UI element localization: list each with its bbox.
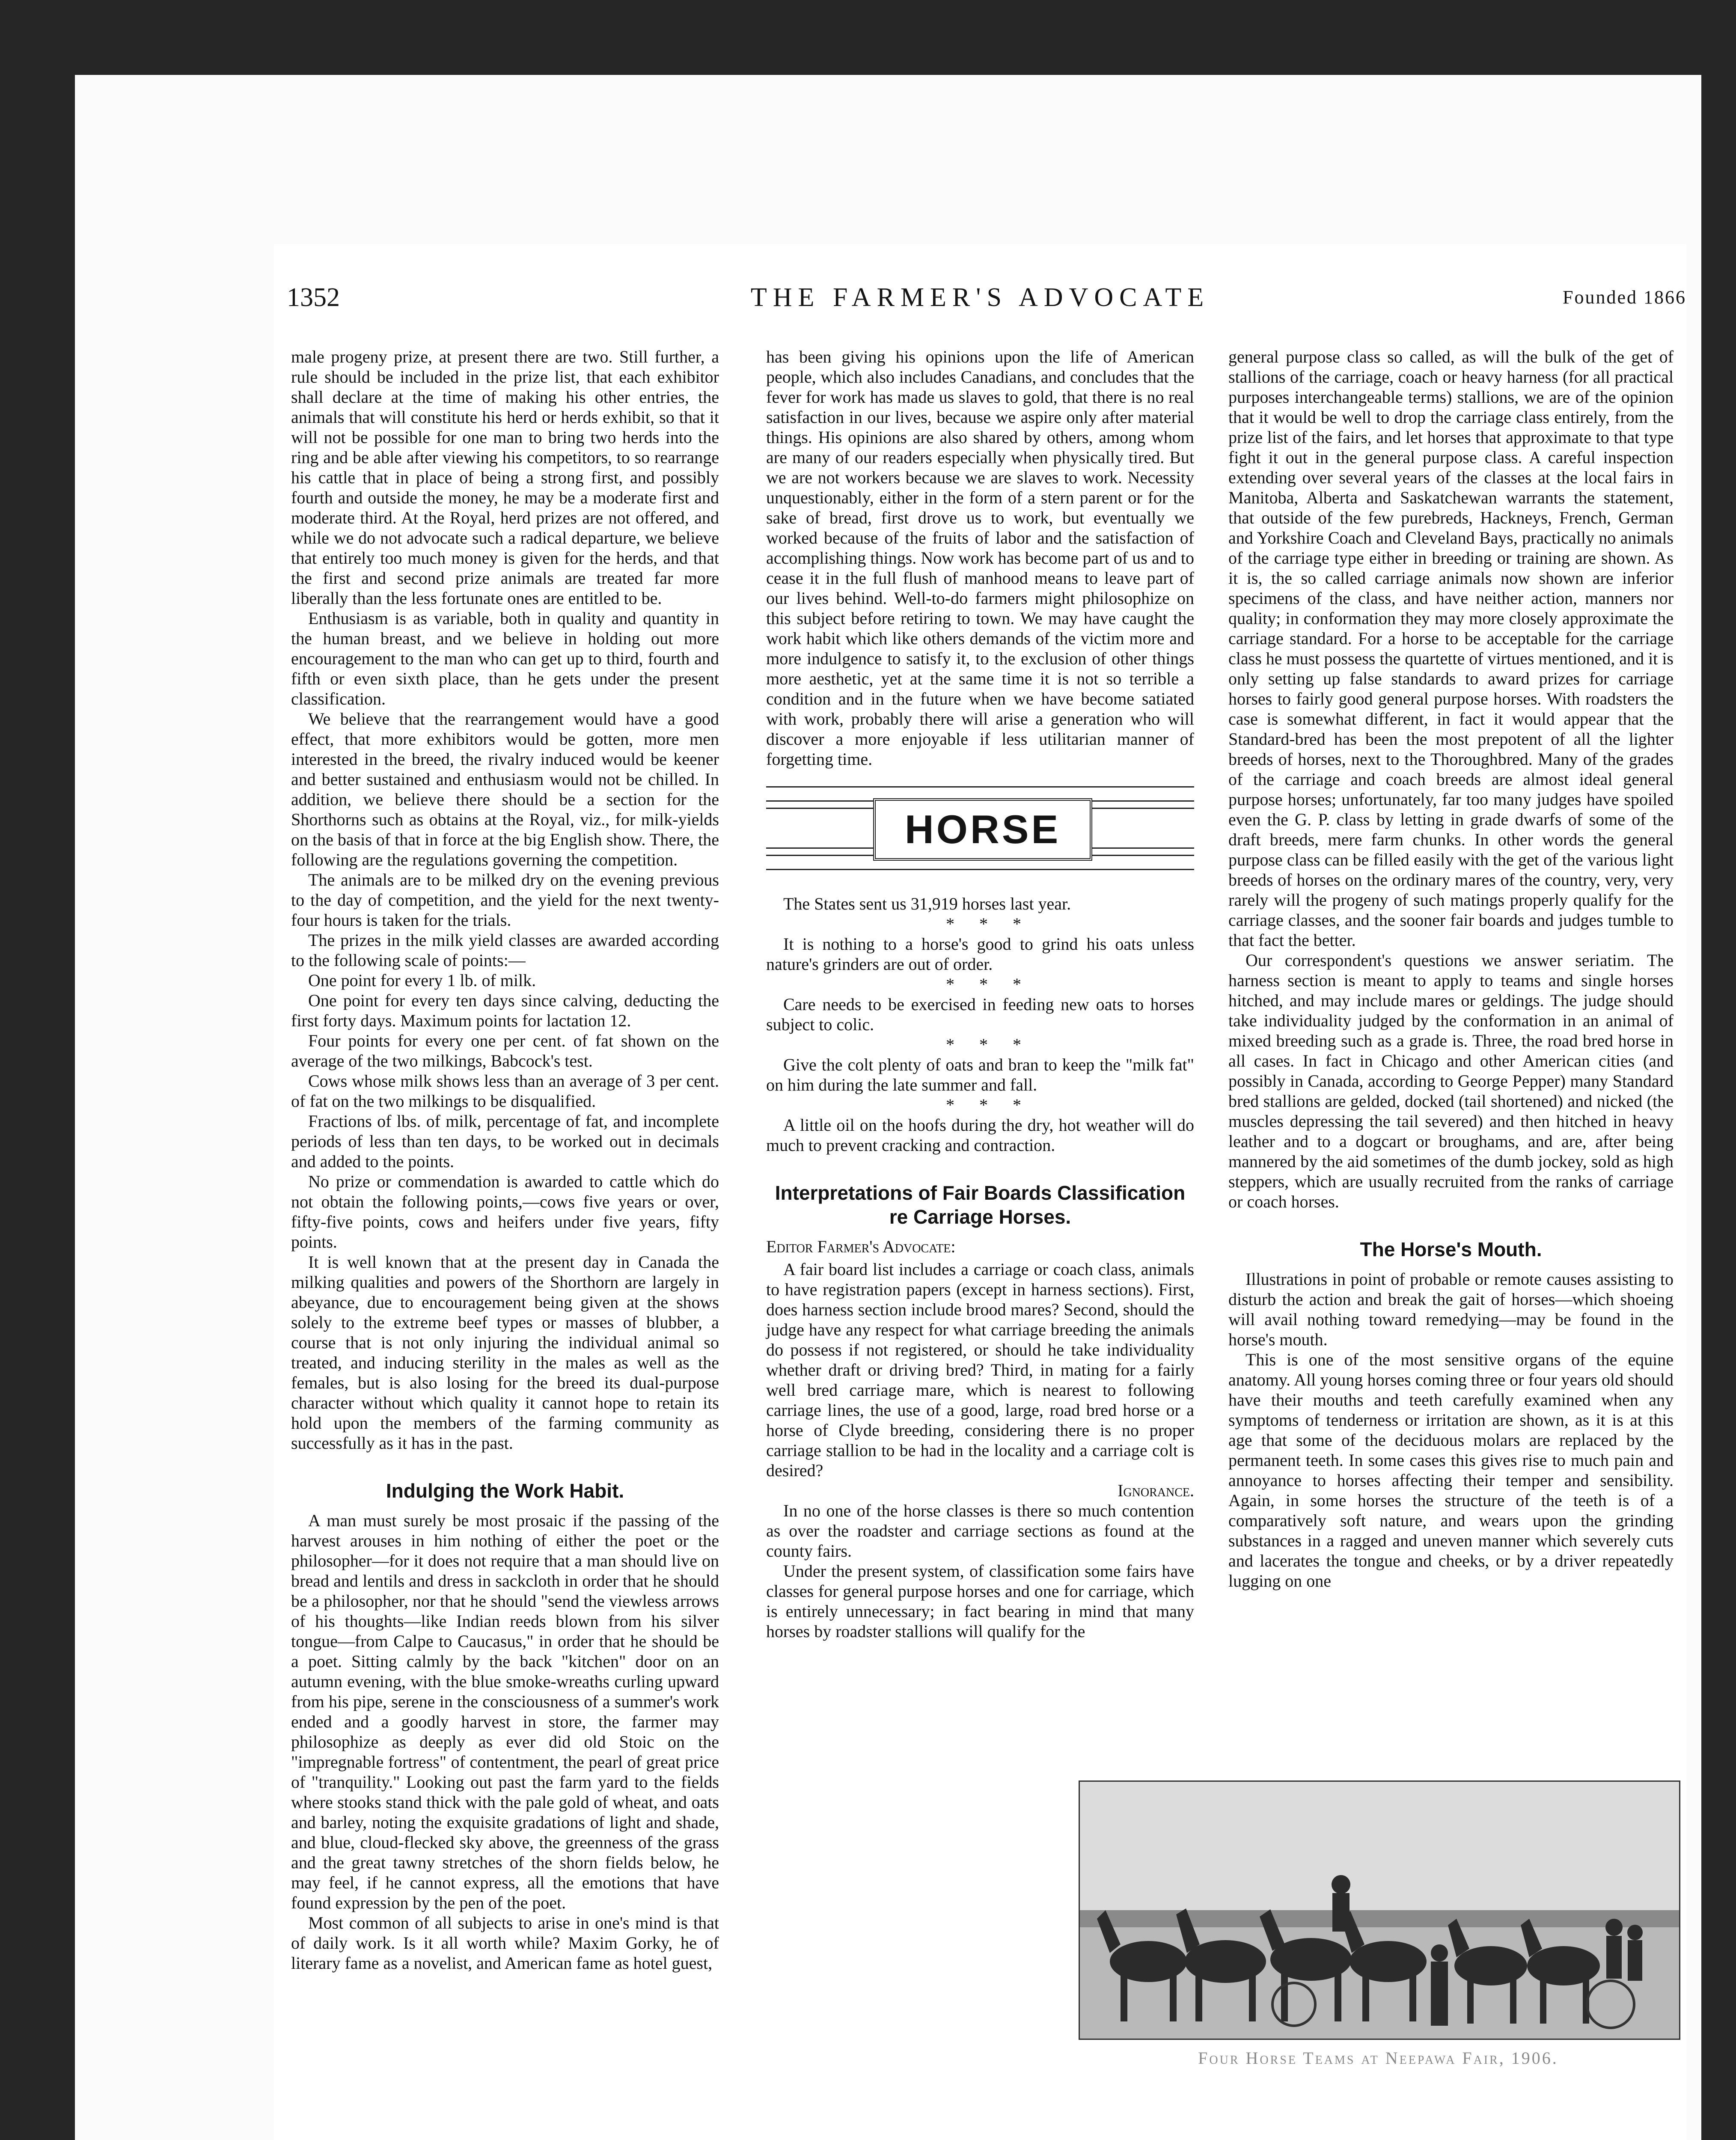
paragraph: Enthusiasm is as variable, both in quality and quantity in the human breast, and we believe in holding out more encouragement to the man who can get up to third, fourth and fifth or even sixth place, than he gets under the present classification. xyxy=(291,609,719,708)
publication-title: THE FARMER'S ADVOCATE xyxy=(750,283,1210,312)
paragraph: No prize or commendation is awarded to cattle which do not obtain the following points,—cows five years or over, fifty-five points, cows and heifers under five years, fifty points. xyxy=(291,1172,719,1251)
newspaper-page xyxy=(274,244,1686,2140)
paragraph: Illustrations in point of probable or remote causes assisting to disturb the action and break the gait of horses—which shoeing will avail nothing toward remedying—may be found in the horse's mouth. xyxy=(1228,1269,1674,1349)
note: Give the colt plenty of oats and bran to keep the "milk fat" on him during the late summer and fall. xyxy=(766,1055,1194,1094)
note: It is nothing to a horse's good to grind his oats unless nature's grinders are out of order. xyxy=(766,934,1194,974)
photo-illustration xyxy=(1080,1782,1679,2039)
article-heading: Indulging the Work Habit. xyxy=(386,1480,624,1502)
column-3 xyxy=(1228,347,1674,1591)
paragraph: Cows whose milk shows less than an average of 3 per cent. of fat on the two milkings to be disqualified. xyxy=(291,1071,719,1111)
page-header xyxy=(274,278,1686,317)
paragraph: The animals are to be milked dry on the evening previous to the day of competition, and the yield for the next twenty-four hours is taken for the trials. xyxy=(291,870,719,930)
paragraph: Under the present system, of classification some fairs have classes for general purpose horses and one for carriage, which is entirely unnecessary; in fact bearing in mind that many horses by roadster stallions will qualify for the xyxy=(766,1561,1194,1641)
separator-stars: * * * xyxy=(946,975,1031,994)
paragraph: male progeny prize, at present there are two. Still further, a rule should be included in the prize list, that each exhibitor shall declare at the time of making his other entries, the animals that will constitute his herd or herds exhibit, so that it will not be possible for one man to bring two herds into the ring and be able after viewing his competitors, to so rearrange his cattle that in place of being a strong first, and possibly fourth and outside the money, he may be a moderate first and moderate third. At the Royal, herd prizes are not offered, and while we do not advocate such a radical departure, we believe that entirely too much money is given for the herds, and that the first and second prize animals are treated far more liberally than the less fortunate ones are entitled to be. xyxy=(291,347,719,608)
article-heading: The Horse's Mouth. xyxy=(1360,1238,1542,1260)
paragraph: Our correspondent's questions we answer seriatim. The harness section is meant to apply to teams and single horses hitched, and may include mares or geldings. The judge should take individuality judged by the conformation in an animal of mixed breeding such as a grade is. Three, the road bred horse in all cases. In fact in Chicago and other American cities (and possibly in Canada, according to George Pepper) many Standard bred stallions are gelded, docked (tail shortened) and nicked (the muscles depressing the tail severed) and then hitched in heavy leather and to a dogcart or broughams, and are, after being mannered by the aid sometimes of the dumb jockey, sold as high steppers, which are usually recruited from the ranks of carriage or coach horses. xyxy=(1228,951,1674,1211)
paragraph: general purpose class so called, as will the bulk of the get of stallions of the carriage, coach or heavy harness (for all practical purposes interchangeable terms) stallions, we are of the opinion that it would be well to drop the carriage class entirely, from the prize list of the fairs, and let horses that approximate to that type fight it out in the general purpose class. A careful inspection extending over several years of the classes at the local fairs in Manitoba, Alberta and Saskatchewan warrants the statement, that outside of the few purebreds, Hackneys, French, German and Yorkshire Coach and Cleveland Bays, practically no animals of the carriage type either in breeding or training are shown. As it is, the so called carriage animals now shown are inferior specimens of the class, and have neither action, manners nor quality; in conformation they may more closely approximate the carriage standard. For a horse to be acceptable for the carriage class he must possess the quartette of virtues mentioned, and it is only setting up false standards to award prizes for carriage horses to fairly good general purpose horses. With roadsters the case is somewhat different, in fact it would appear that the Standard-bred has been the most prepotent of all the lighter breeds of horses, next to the Thoroughbred. Many of the grades of the carriage and coach breeds are almost ideal general purpose horses; unfortunately, far too many judges have spoiled even the G. P. class by letting in grade dwarfs of some of the draft breeds, mere farm chunks. In other words the general purpose class can be filled easily with the get of the various light breeds of horses on the ordinary mares of the country, very, very rarely will the progeny of such matings properly qualify for the carriage classes, and the sooner fair boards and judges tumble to that fact the better. xyxy=(1228,347,1674,950)
separator-stars: * * * xyxy=(946,1035,1031,1054)
separator-stars: * * * xyxy=(946,914,1031,933)
paragraph: Four points for every one per cent. of fat shown on the average of the two milkings, Babcock's test. xyxy=(291,1031,719,1070)
paragraph: One point for every 1 lb. of milk. xyxy=(308,971,536,990)
note: Care needs to be exercised in feeding new oats to horses subject to colic. xyxy=(766,995,1194,1034)
article-heading: Interpretations of Fair Boards Classification re Carriage Horses. xyxy=(775,1182,1186,1228)
horse-teams-photo xyxy=(1079,1780,1680,2040)
section-banner xyxy=(766,786,1194,870)
letter-signature: Ignorance. xyxy=(1118,1481,1194,1500)
letter-body: A fair board list includes a carriage or coach class, animals to have registration papers (except in harness sections). First, does harness section include brood mares? Second, should the judge have any respect for what carriage breeding the animals do possess if not registered, or should he take individuality whether draft or driving bred? Third, in mating for a fairly well bred carriage mare, which is nearest to following carriage lines, the use of a good, large, road bred horse or a horse of Clyde breeding, considering there is no proper carriage stallion to be had in the locality and a carriage colt is desired? xyxy=(766,1260,1194,1480)
note: The States sent us 31,919 horses last year. xyxy=(783,894,1071,913)
paragraph: has been giving his opinions upon the life of American people, which also includes Canadians, and concludes that the fever for work has made us slaves to gold, that there is no real satisfaction in our lives, because we aspire only after material things. His opinions are also shared by others, among whom are many of our readers especially when physically tired. But we are not workers because we are slaves to work. Necessity unquestionably, either in the form of a stern parent or for the sake of bread, first drove us to work, but eventually we worked because of the fruits of labor and the satisfaction of accomplishing things. Now work has become part of us and to cease it in the full flush of manhood means to leave part of our lives behind. Well-to-do farmers might philosophize on this subject before retiring to town. We may have caught the work habit which like others demands of the victim more and more indulgence to satisfy it, to the exclusion of other things more aesthetic, yet at the same time it is not so terrible a condition and in the future when we have become satiated with work, probably there will arise a generation who will discover a more enjoyable if less utilitarian manner of forgetting time. xyxy=(766,347,1194,769)
paragraph: A man must surely be most prosaic if the passing of the harvest arouses in him nothing of either the poet or the philosopher—for it does not require that a man should live on bread and lentils and dress in sackcloth in order that he should be a philosopher, nor that he should "send the viewless arrows of his thoughts—like Indian reeds blown from his silver tongue—from Calpe to Caucasus," in order that he should be a poet. Sitting calmly by the back "kitchen" door on an autumn evening, with the blue smoke-wreaths curling upward from his pipe, serene in the consciousness of a summer's work ended and a goodly harvest in store, the farmer may philosophize as deeply as ever did old Stoic on the "impregnable fortress" of contentment, the pearl of great price of "tranquility." Looking out past the farm yard to the fields where stooks stand thick with the pale gold of wheat, and oats and barley, noting the exquisite gradations of light and shade, and blue, cloud-flecked sky above, the greenness of the grass and the great tawny stretches of the shorn fields below, he may feel, if he cannot express, all the emotions that have found expression by the pen of the poet. xyxy=(291,1511,719,1912)
paragraph: It is well known that at the present day in Canada the milking qualities and powers of the Shorthorn are largely in abeyance, due to encouragement being given at the shows solely to the extreme beef types or masses of blubber, a course that is not only injuring the individual animal so treated, and inducing sterility in the males as well as the females, but is also losing for the breed its dual-purpose character without which quality it cannot hope to retain its hold upon the members of the farming community as successfully as it has in the past. xyxy=(291,1252,719,1453)
paragraph: Most common of all subjects to arise in one's mind is that of daily work. Is it all worth while? Maxim Gorky, he of literary fame as a novelist, and American fame as hotel guest, xyxy=(291,1913,719,1973)
paragraph: One point for every ten days since calving, deducting the first forty days. Maximum points for lactation 12. xyxy=(291,991,719,1030)
separator-stars: * * * xyxy=(946,1095,1031,1115)
page-number: 1352 xyxy=(287,283,340,312)
paragraph: Fractions of lbs. of milk, percentage of fat, and incomplete periods of less than ten days, to be worked out in decimals and added to the points. xyxy=(291,1112,719,1171)
paragraph: In no one of the horse classes is there so much contention as over the roadster and carriage sections as found at the county fairs. xyxy=(766,1501,1194,1560)
photo-caption: Four Horse Teams at Neepawa Fair, 1906. xyxy=(1198,2048,1558,2068)
column-1 xyxy=(291,347,719,1973)
column-2 xyxy=(766,347,1194,1641)
section-title: HORSE xyxy=(873,798,1092,861)
editor-salutation: Editor Farmer's Advocate: xyxy=(766,1237,956,1256)
paragraph: The prizes in the milk yield classes are awarded according to the following scale of points:— xyxy=(291,930,719,970)
paragraph: We believe that the rearrangement would have a good effect, that more exhibitors would be gotten, more men interested in the breed, the rivalry induced would be keener and better sustained and enthusiasm would not be chilled. In addition, we believe there should be a section for the Shorthorns such as obtains at the Royal, viz., for milk-yields on the basis of that in force at the big English show. There, the following are the regulations governing the competition. xyxy=(291,709,719,869)
paragraph: This is one of the most sensitive organs of the equine anatomy. All young horses coming three or four years old should have their mouths and teeth carefully examined when any symptoms of tenderness or irritation are shown, as it is at this age that some of the deciduous molars are replaced by the permanent teeth. In some cases this gives rise to much pain and annoyance to horses affecting their temper and sensibility. Again, in some horses the structure of the teeth is of a comparatively soft nature, and wears upon the grinding substances in a ragged and uneven manner which severely cuts and lacerates the tongue and cheeks, or by a driver repeatedly lugging on one xyxy=(1228,1350,1674,1590)
founded-note: Founded 1866 xyxy=(1563,287,1686,308)
note: A little oil on the hoofs during the dry, hot weather will do much to prevent cracking and contraction. xyxy=(766,1115,1194,1155)
